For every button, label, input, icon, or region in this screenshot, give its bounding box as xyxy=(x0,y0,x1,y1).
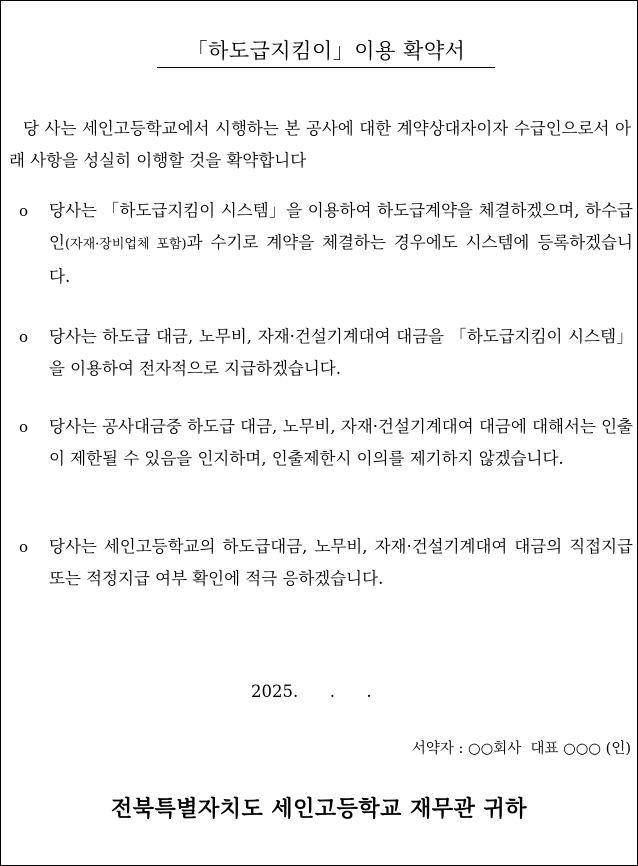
date-line: 2025. . . xyxy=(251,682,372,701)
clause-2 xyxy=(19,321,633,385)
clause-1 xyxy=(19,195,633,293)
addressee-line: 전북특별자치도 세인고등학교 재무관 귀하 xyxy=(110,796,527,822)
clause-text-tail: 과 수기로 계약을 체결하는 경우에도 시스템에 등록하겠습니다. xyxy=(49,233,633,286)
clause-text xyxy=(49,195,633,293)
bullet-marker: o xyxy=(19,202,29,220)
bullet-marker: o xyxy=(19,328,29,346)
intro-paragraph: 당 사는 세인고등학교에서 시행하는 본 공사에 대한 계약상대자이자 수급인으로서 아래 사항을 성실히 이행할 것을 확약합니다 xyxy=(9,119,631,170)
clause-4 xyxy=(19,531,633,595)
clause-text: 당사는 하도급 대금, 노무비, 자재·건설기계대여 대금을 「하도급지킴이 시스템」을 이용하여 전자적으로 지급하겠습니다. xyxy=(49,327,633,378)
clause-text: 당사는 세인고등학교의 하도급대금, 노무비, 자재·건설기계대여 대금의 직접지급 또는 적정지급 여부 확인에 적극 응하겠습니다. xyxy=(49,537,633,588)
clause-text-main: 당사는 「하도급지킴이 시스템」을 이용하여 하도급계약을 체결하겠으며, 하수급인 xyxy=(49,201,633,252)
bullet-marker: o xyxy=(19,538,29,556)
document-title: 「하도급지킴이」이용 확약서 xyxy=(157,37,495,68)
clause-3 xyxy=(19,411,633,475)
clause-text-small: (자재·장비업체 포함) xyxy=(64,237,187,252)
clause-text: 당사는 공사대금중 하도급 대금, 노무비, 자재·건설기계대여 대금에 대해서는 인출이 제한될 수 있음을 인지하며, 인출제한시 이의를 제기하지 않겠습니다. xyxy=(49,417,633,468)
signature-line: 서약자 : ○○회사 대표 ○○○ (인) xyxy=(411,741,631,757)
bullet-marker: o xyxy=(19,418,29,436)
